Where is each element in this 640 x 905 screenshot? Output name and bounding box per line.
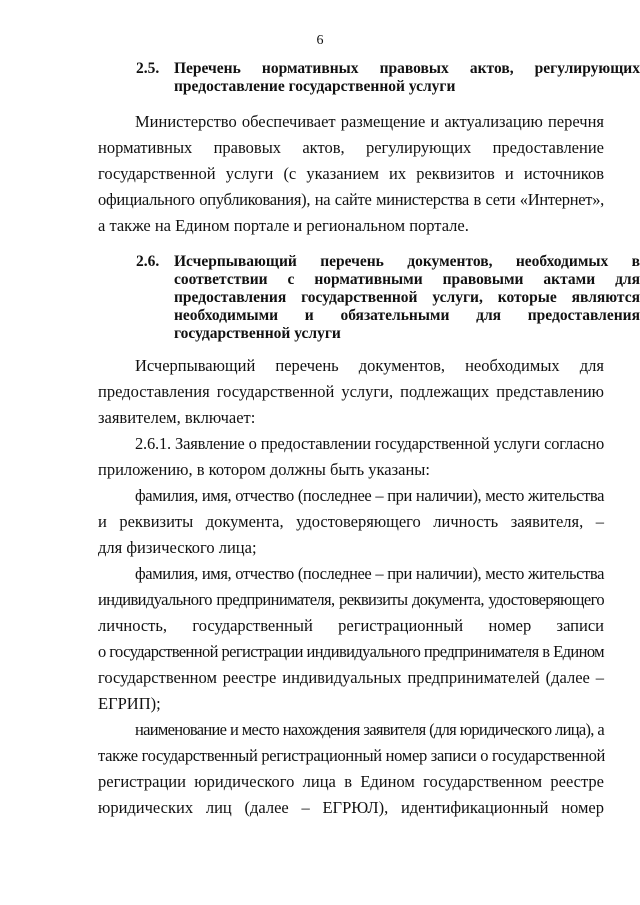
page-number: 6 xyxy=(316,33,324,48)
paragraph-line: о государственной регистрации индивидуального предпринимателя в Едином xyxy=(98,642,604,661)
paragraph-line: индивидуального предпринимателя, реквизиты документа, удостоверяющего xyxy=(98,590,604,609)
paragraph-line: официального опубликования), на сайте министерства в сети «Интернет», xyxy=(98,190,604,209)
section-number: 2.6. xyxy=(136,253,160,270)
paragraph-line: а также на Едином портале и региональном портале. xyxy=(98,216,469,235)
section-number: 2.5. xyxy=(136,60,160,77)
section-title: Перечень нормативных правовых актов, регулирующих предоставление государственной услуги xyxy=(174,60,640,95)
paragraph-line: для физического лица; xyxy=(98,538,257,557)
paragraph-line: и реквизиты документа, удостоверяющего личность заявителя, – xyxy=(98,512,604,531)
paragraph-line: государственной услуги (с указанием их реквизитов и источников xyxy=(98,164,604,183)
paragraph-line: заявителем, включает: xyxy=(98,408,256,427)
paragraph-line: регистрации юридического лица в Едином государственном реестре xyxy=(98,772,604,791)
paragraph-line: нормативных правовых актов, регулирующих предоставление xyxy=(98,138,604,157)
paragraph-line: 2.6.1. Заявление о предоставлении государственной услуги согласно xyxy=(135,434,604,453)
paragraph-line: Министерство обеспечивает размещение и актуализацию перечня xyxy=(135,112,604,131)
paragraph-line: предоставления государственной услуги, подлежащих представлению xyxy=(98,382,604,401)
paragraph-line: государственном реестре индивидуальных предпринимателей (далее – xyxy=(98,668,604,687)
paragraph-line: ЕГРИП); xyxy=(98,694,161,713)
paragraph-line: фамилия, имя, отчество (последнее – при наличии), место жительства xyxy=(135,486,604,505)
paragraph-line: Исчерпывающий перечень документов, необходимых для xyxy=(135,356,604,375)
paragraph-line: личность, государственный регистрационный номер записи xyxy=(98,616,604,635)
section-title: Исчерпывающий перечень документов, необходимых в соответствии с нормативными правовыми актами для предоставления государственной услуги, которые являются необходимыми и обязательными для предоставления государственной услуги xyxy=(174,253,640,342)
paragraph-line: приложению, в котором должны быть указаны: xyxy=(98,460,430,479)
paragraph-line: наименование и место нахождения заявителя (для юридического лица), а xyxy=(135,720,604,739)
paragraph-line: юридических лиц (далее – ЕГРЮЛ), идентификационный номер xyxy=(98,798,604,817)
paragraph-line: фамилия, имя, отчество (последнее – при наличии), место жительства xyxy=(135,564,604,583)
paragraph-line: также государственный регистрационный номер записи о государственной xyxy=(98,746,606,765)
